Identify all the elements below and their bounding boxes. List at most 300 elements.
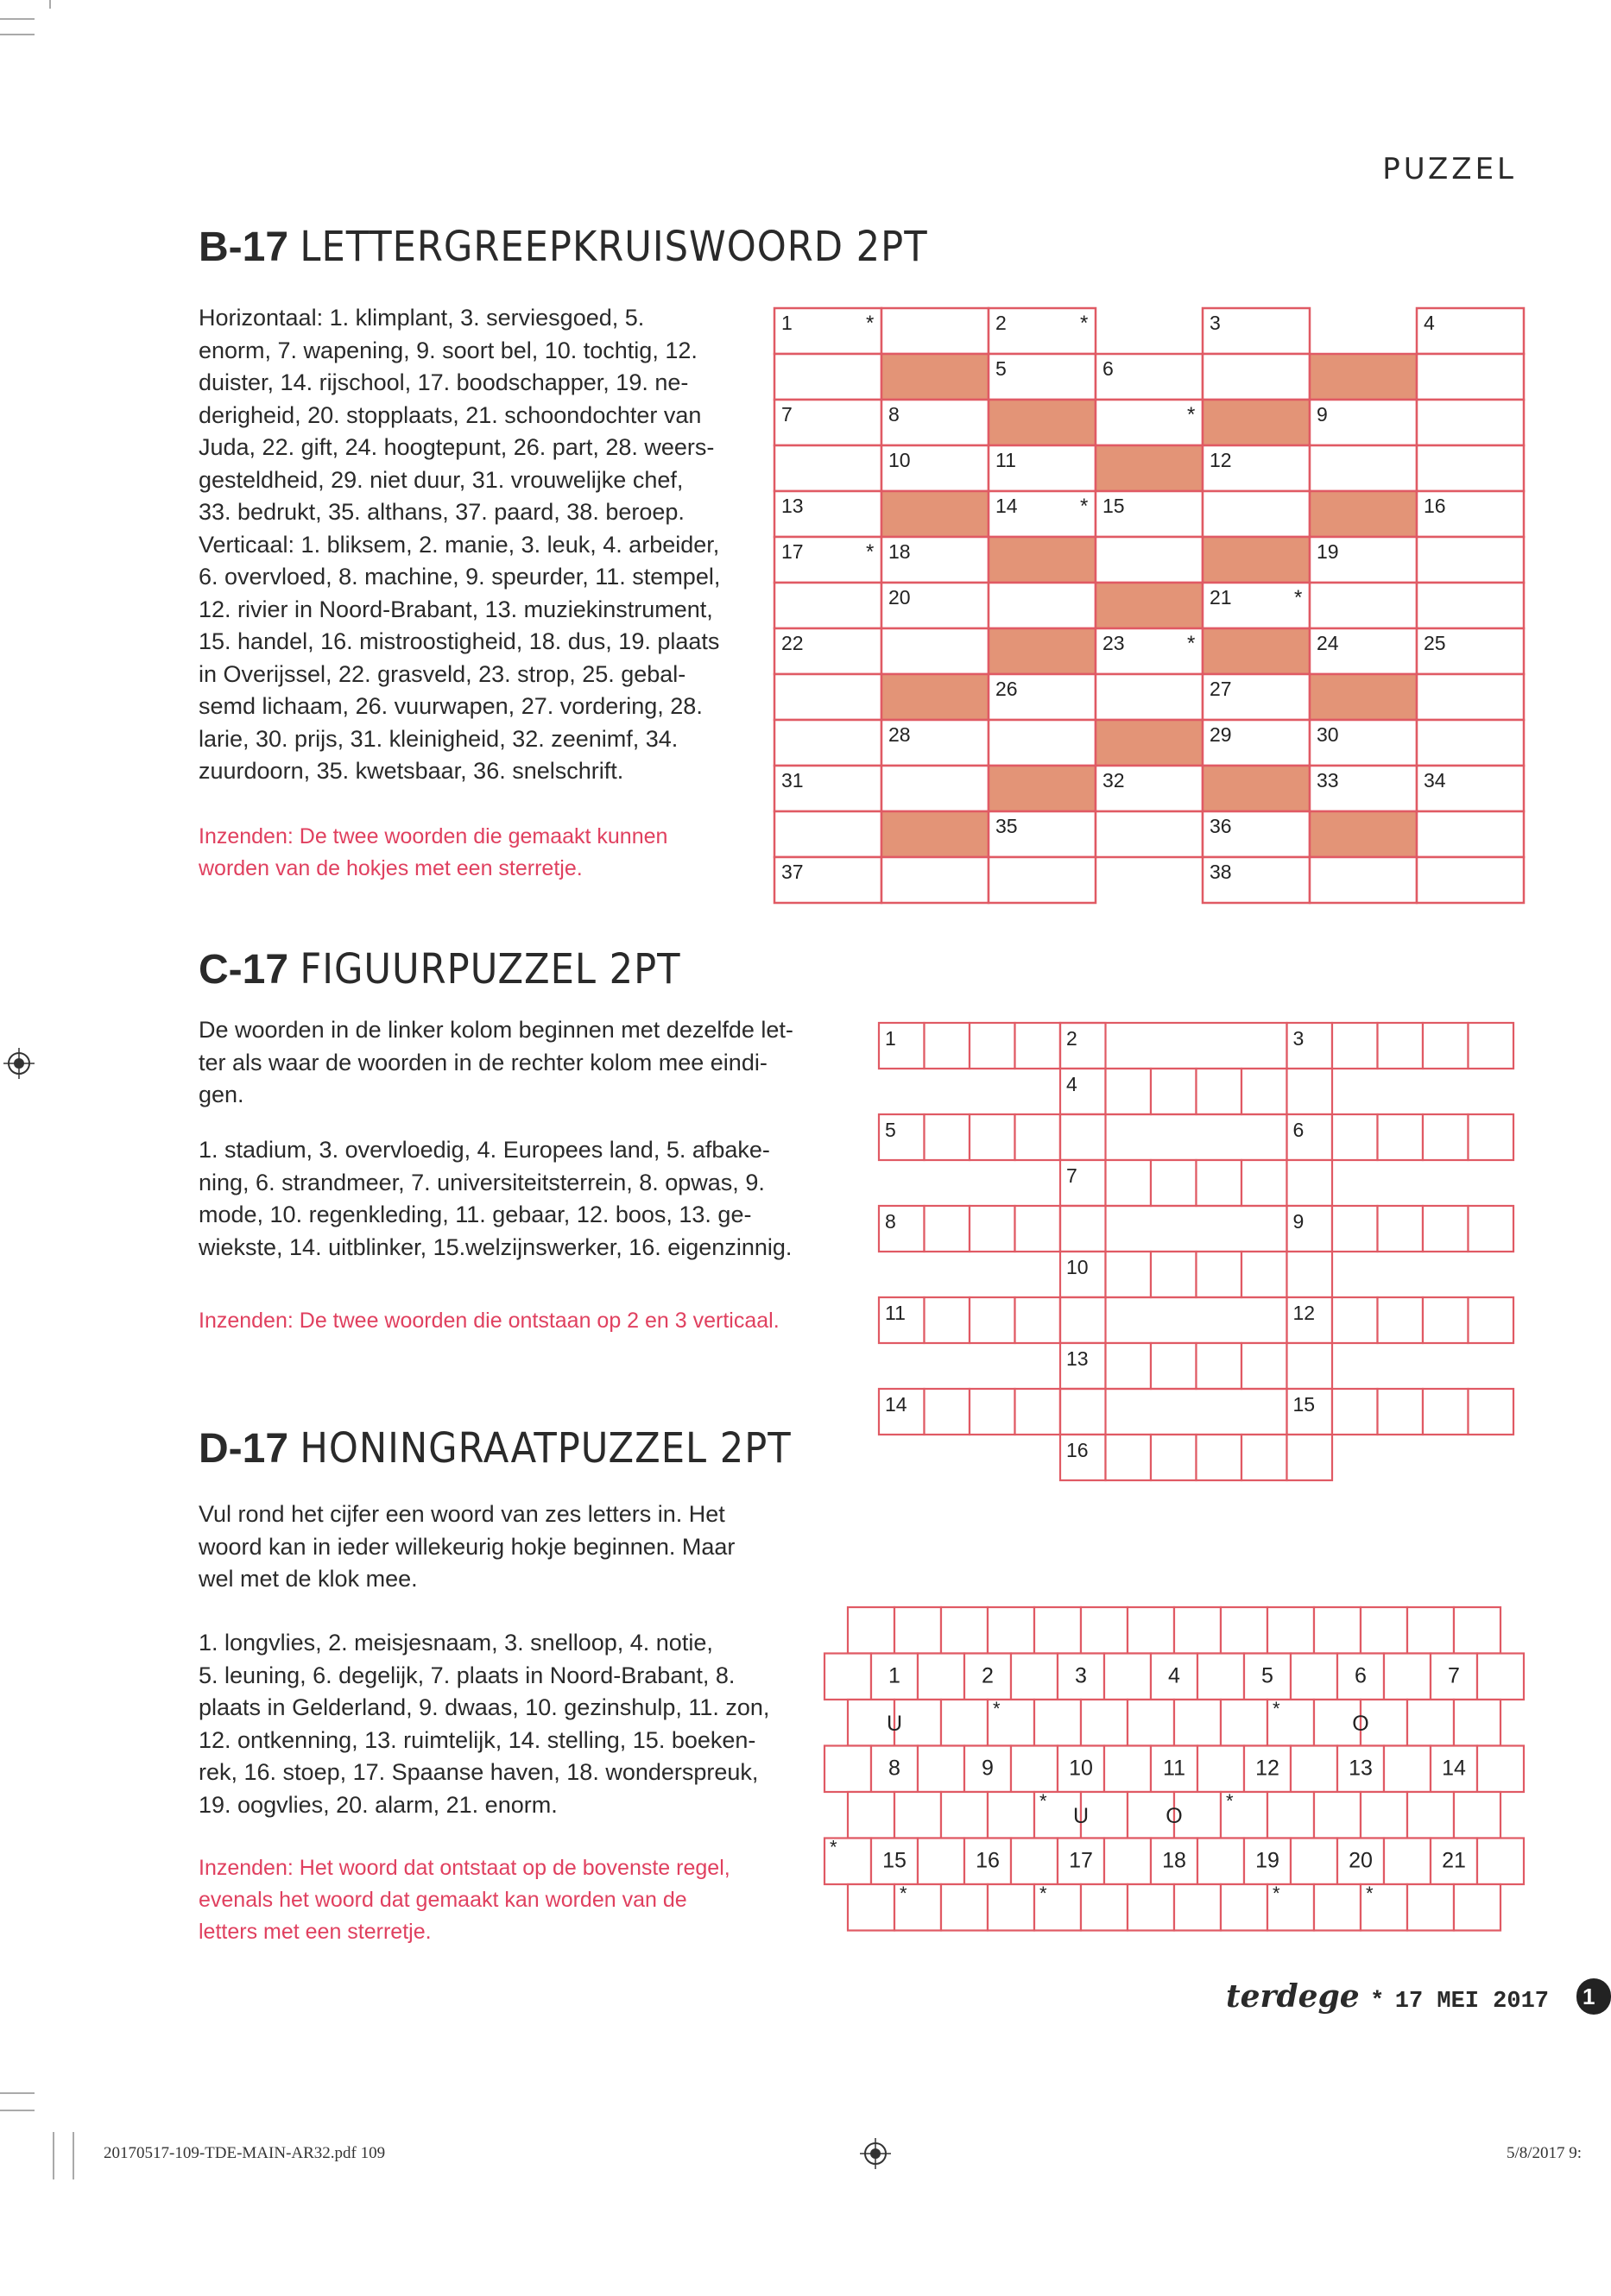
d17-title: HONINGRAATPUZZEL 2PT	[300, 1424, 792, 1473]
d17-cell	[1104, 1839, 1151, 1885]
c17-cell	[1469, 1389, 1514, 1435]
d17-given-letter: O	[1166, 1804, 1183, 1828]
d17-cell	[1197, 1839, 1244, 1885]
b17-cell-number: 12	[1210, 449, 1232, 471]
b17-cell	[1310, 491, 1417, 537]
d17-cell	[1034, 1700, 1081, 1746]
d17-clue-line: plaats in Gelderland, 9. dwaas, 10. gezinshulp, 11. zon,	[199, 1694, 770, 1720]
b17-cell-number: 28	[888, 723, 911, 746]
c17-cell-number: 8	[885, 1210, 896, 1233]
b17-cell	[1096, 583, 1203, 628]
d17-cell-number: 6	[1355, 1663, 1367, 1688]
b17-cell	[1310, 811, 1417, 857]
b17-cell-number: 21	[1210, 586, 1232, 609]
b17-cell-number: 19	[1317, 540, 1339, 563]
c17-cell	[1287, 1160, 1333, 1206]
c17-heading	[199, 945, 681, 993]
c17-cell	[1423, 1297, 1469, 1343]
b17-cell	[881, 308, 989, 354]
c17-cell	[970, 1206, 1015, 1252]
c17-cell-number: 4	[1066, 1073, 1077, 1095]
b17-cell-number: 6	[1102, 357, 1114, 380]
c17-cell-number: 5	[885, 1119, 896, 1141]
b17-cell	[1417, 857, 1524, 903]
b17-cell-number: 14	[995, 495, 1018, 517]
c17-cell-number: 12	[1292, 1302, 1316, 1324]
registration-mark-left	[3, 1048, 35, 1079]
c17-cell	[1197, 1160, 1242, 1206]
d17-cell-number: 20	[1349, 1848, 1373, 1873]
c17-cell-number: 16	[1066, 1439, 1089, 1461]
c17-submit-instructions: Inzenden: De twee woorden die ontstaan op 2 en 3 verticaal.	[199, 1309, 780, 1333]
d17-cell	[918, 1654, 964, 1700]
d17-star-marker: *	[993, 1698, 1001, 1719]
d17-star-marker: *	[1366, 1883, 1374, 1904]
b17-cell	[1417, 400, 1524, 445]
b17-cell-number: 10	[888, 449, 911, 471]
c17-cell	[1015, 1389, 1061, 1435]
print-date: 5/8/2017 9:	[1507, 2144, 1583, 2162]
b17-star-marker: *	[866, 312, 875, 335]
b17-clue-line: larie, 30. prijs, 31. kleinigheid, 32. zeenimf, 34.	[199, 725, 679, 752]
c17-cell	[925, 1023, 970, 1069]
c17-cell	[1106, 1160, 1152, 1206]
d17-cell-number: 14	[1442, 1756, 1466, 1781]
d17-cell	[1454, 1792, 1500, 1839]
b17-clue-line: enorm, 7. wapening, 9. soort bel, 10. tochtig, 12.	[199, 337, 698, 363]
b17-cell	[989, 537, 1096, 583]
d17-cell	[848, 1607, 894, 1654]
d17-submit-line: letters met een sterretje.	[199, 1920, 432, 1944]
c17-cell	[1378, 1023, 1424, 1069]
c17-clue-line: 1. stadium, 3. overvloedig, 4. Europees land, 5. afbake-	[199, 1137, 770, 1163]
d17-cell	[1314, 1792, 1361, 1839]
c17-cell	[925, 1297, 970, 1343]
d17-cell	[988, 1792, 1034, 1839]
b17-cell	[774, 674, 881, 720]
d17-cell	[1267, 1792, 1314, 1839]
b17-cell-number: 26	[995, 678, 1018, 700]
b17-cell-number: 36	[1210, 815, 1232, 837]
c17-cell	[1287, 1343, 1333, 1389]
b17-cell-number: 27	[1210, 678, 1232, 700]
d17-submit-line: Inzenden: Het woord dat ontstaat op de bovenste regel,	[199, 1856, 730, 1880]
d17-given-letter: U	[1072, 1804, 1090, 1828]
b17-cell	[1203, 354, 1310, 400]
b17-cell	[1310, 354, 1417, 400]
b17-cell	[1310, 674, 1417, 720]
d17-cell	[1011, 1839, 1058, 1885]
b17-cell	[1417, 445, 1524, 491]
b17-clue-line: 15. handel, 16. mistroostigheid, 18. dus, 19. plaats	[199, 628, 720, 654]
d17-cell	[848, 1884, 894, 1931]
d17-cell-number: 7	[1448, 1663, 1460, 1688]
b17-cell	[1203, 400, 1310, 445]
d17-cell	[1221, 1884, 1267, 1931]
c17-cell	[1332, 1297, 1378, 1343]
d17-cell	[1221, 1607, 1267, 1654]
b17-cell-number: 35	[995, 815, 1018, 837]
c17-cell	[1015, 1297, 1061, 1343]
b17-clue-line: zuurdoorn, 35. kwetsbaar, 36. snelschrift.	[199, 758, 624, 784]
d17-cell-number: 17	[1069, 1848, 1093, 1873]
d17-cell	[1407, 1792, 1454, 1839]
c17-cell	[1287, 1069, 1333, 1114]
d17-cell	[1221, 1700, 1267, 1746]
b17-star-marker: *	[1187, 403, 1196, 426]
file-info: 20170517-109-TDE-MAIN-AR32.pdf 109	[104, 2144, 386, 2162]
d17-cell	[894, 1792, 941, 1839]
b17-cell	[774, 354, 881, 400]
d17-cell	[1197, 1746, 1244, 1793]
d17-cell	[824, 1746, 871, 1793]
d17-code: D-17	[199, 1426, 289, 1472]
d17-cell	[1081, 1700, 1128, 1746]
d17-intro-line: woord kan in ieder willekeurig hokje beginnen. Maar	[199, 1533, 736, 1560]
b17-cell-number: 31	[781, 769, 804, 792]
d17-cell	[1034, 1607, 1081, 1654]
d17-cell	[918, 1746, 964, 1793]
b17-cell	[989, 583, 1096, 628]
b17-cell-number: 1	[781, 312, 793, 334]
d17-cell	[1081, 1607, 1128, 1654]
b17-cell-number: 2	[995, 312, 1007, 334]
c17-cell	[970, 1297, 1015, 1343]
c17-cell-number: 2	[1066, 1027, 1077, 1050]
b17-cell-number: 23	[1102, 632, 1125, 654]
b17-cell	[1203, 491, 1310, 537]
b17-cell	[881, 766, 989, 811]
b17-cell	[881, 354, 989, 400]
b17-cell-number: 25	[1424, 632, 1446, 654]
d17-cell	[1384, 1839, 1431, 1885]
d17-cell	[1291, 1839, 1337, 1885]
b17-cell	[1096, 445, 1203, 491]
d17-cell	[1361, 1792, 1407, 1839]
b17-clue-line: Horizontaal: 1. klimplant, 3. serviesgoed, 5.	[199, 305, 645, 331]
c17-cell	[1060, 1206, 1106, 1252]
b17-cell	[1417, 674, 1524, 720]
d17-cell-number: 10	[1069, 1756, 1093, 1781]
b17-cell	[1203, 766, 1310, 811]
d17-given-letter: O	[1352, 1712, 1369, 1736]
d17-cell	[824, 1654, 871, 1700]
c17-cell	[1287, 1252, 1333, 1297]
d17-cell	[1128, 1700, 1174, 1746]
d17-cell	[1174, 1700, 1221, 1746]
d17-cell-number: 5	[1261, 1663, 1273, 1688]
d17-cell-number: 3	[1075, 1663, 1087, 1688]
d17-cell	[1197, 1654, 1244, 1700]
d17-submit-instructions	[199, 1852, 803, 1948]
d17-star-marker: *	[900, 1883, 907, 1904]
b17-cell	[989, 720, 1096, 766]
b17-cell-number: 29	[1210, 723, 1232, 746]
d17-cell-number: 9	[982, 1756, 994, 1781]
b17-submit-line: worden van de hokjes met een sterretje.	[199, 856, 583, 880]
d17-clue-line: 1. longvlies, 2. meisjesnaam, 3. snelloop, 4. notie,	[199, 1630, 713, 1656]
issue-date: 17 MEI 2017	[1394, 1989, 1549, 2015]
d17-cell-number: 8	[888, 1756, 900, 1781]
c17-cell-number: 13	[1066, 1347, 1089, 1370]
c17-code: C-17	[199, 947, 289, 993]
d17-cell	[941, 1607, 988, 1654]
c17-cell	[1241, 1069, 1287, 1114]
b17-cell	[881, 491, 989, 537]
b17-cell	[1096, 537, 1203, 583]
c17-cell-number: 7	[1066, 1164, 1077, 1187]
c17-cell-number: 14	[885, 1393, 907, 1416]
c17-cell	[1423, 1389, 1469, 1435]
b17-cell-number: 22	[781, 632, 804, 654]
d17-cell	[1081, 1884, 1128, 1931]
d17-cell	[1267, 1607, 1314, 1654]
d17-clue-line: 12. ontkenning, 13. ruimtelijk, 14. stelling, 15. boeken-	[199, 1726, 756, 1753]
b17-cell	[881, 857, 989, 903]
d17-cell	[1128, 1884, 1174, 1931]
d17-clues	[199, 1627, 786, 1821]
d17-cell-number: 16	[976, 1848, 1000, 1873]
d17-cell	[1454, 1884, 1500, 1931]
d17-cell	[1407, 1884, 1454, 1931]
d17-cell-number: 12	[1255, 1756, 1279, 1781]
b17-clue-line: semd lichaam, 26. vuurwapen, 27. vordering, 28.	[199, 693, 703, 719]
c17-clues	[199, 1134, 820, 1264]
b17-star-marker: *	[1080, 312, 1089, 335]
c17-clue-line: ning, 6. strandmeer, 7. universiteitsterrein, 8. opwas, 9.	[199, 1169, 765, 1195]
c17-cell	[1332, 1206, 1378, 1252]
b17-cell	[1310, 583, 1417, 628]
star-separator: *	[1370, 1989, 1385, 2015]
c17-intro	[199, 1014, 820, 1112]
d17-cell-number: 1	[888, 1663, 900, 1688]
b17-cell	[1310, 857, 1417, 903]
b17-clue-line: in Overijssel, 22. grasveld, 23. strop, 25. gebal-	[199, 660, 686, 687]
c17-cell	[1106, 1252, 1152, 1297]
d17-star-marker: *	[1226, 1790, 1234, 1812]
d17-cell	[941, 1884, 988, 1931]
b17-cell	[1096, 811, 1203, 857]
b17-cell	[881, 811, 989, 857]
b17-cell	[1417, 811, 1524, 857]
c17-cell	[1469, 1297, 1514, 1343]
d17-intro-line: Vul rond het cijfer een woord van zes letters in. Het	[199, 1501, 725, 1527]
c17-cell	[1469, 1023, 1514, 1069]
d17-cell	[988, 1884, 1034, 1931]
c17-cell	[1378, 1114, 1424, 1160]
c17-cell	[1151, 1435, 1197, 1480]
d17-star-marker: *	[1039, 1790, 1047, 1812]
d17-star-marker: *	[1273, 1698, 1280, 1719]
c17-figure-grid	[872, 1019, 1537, 1485]
b17-clue-line: derigheid, 20. stopplaats, 21. schoondochter van	[199, 401, 702, 428]
c17-cell	[1151, 1069, 1197, 1114]
b17-cell	[774, 445, 881, 491]
b17-star-marker: *	[866, 540, 875, 564]
b17-cell-number: 24	[1317, 632, 1339, 654]
b17-cell-number: 38	[1210, 861, 1232, 883]
b17-cell	[774, 720, 881, 766]
b17-star-marker: *	[1187, 632, 1196, 655]
d17-cell-number: 21	[1442, 1848, 1466, 1873]
d17-cell	[1314, 1607, 1361, 1654]
section-label: PUZZEL	[1382, 152, 1517, 186]
c17-cell	[925, 1114, 970, 1160]
b17-cell	[881, 674, 989, 720]
d17-heading	[199, 1424, 792, 1473]
b17-cell	[1203, 537, 1310, 583]
c17-cell	[1015, 1114, 1061, 1160]
b17-cell-number: 8	[888, 403, 900, 426]
d17-cell	[941, 1700, 988, 1746]
b17-cell-number: 17	[781, 540, 804, 563]
d17-cell	[988, 1607, 1034, 1654]
c17-cell-number: 15	[1292, 1393, 1316, 1416]
d17-intro-line: wel met de klok mee.	[199, 1566, 418, 1592]
c17-cell-number: 9	[1292, 1210, 1305, 1233]
b17-clue-line: 12. rivier in Noord-Brabant, 13. muziekinstrument,	[199, 596, 713, 622]
d17-cell	[1384, 1654, 1431, 1700]
d17-cell	[1477, 1839, 1524, 1885]
c17-cell	[925, 1389, 970, 1435]
b17-star-marker: *	[1080, 495, 1089, 518]
b17-cell-number: 9	[1317, 403, 1328, 426]
b17-cell-number: 37	[781, 861, 804, 883]
b17-submit-line: Inzenden: De twee woorden die gemaakt kunnen	[199, 824, 668, 848]
c17-cell	[1287, 1435, 1333, 1480]
d17-cell	[1454, 1607, 1500, 1654]
b17-clue-line: duister, 14. rijschool, 17. boodschapper, 19. ne-	[199, 369, 689, 395]
d17-honeycomb-grid	[812, 1605, 1537, 1951]
d17-cell-number: 2	[982, 1663, 994, 1688]
d17-cell-number: 11	[1163, 1756, 1185, 1781]
page-number: 1	[1583, 1984, 1595, 2009]
d17-cell	[1011, 1746, 1058, 1793]
d17-submit-line: evenals het woord dat gemaakt kan worden van de	[199, 1888, 687, 1912]
c17-cell	[1197, 1343, 1242, 1389]
b17-cell	[989, 857, 1096, 903]
b17-cell-number: 18	[888, 540, 911, 563]
d17-cell	[1477, 1746, 1524, 1793]
c17-cell	[1423, 1114, 1469, 1160]
c17-cell	[1241, 1343, 1287, 1389]
c17-cell	[1015, 1023, 1061, 1069]
b17-cell-number: 11	[995, 449, 1016, 471]
c17-cell	[1332, 1023, 1378, 1069]
d17-cell-number: 13	[1349, 1756, 1373, 1781]
c17-cell	[1332, 1114, 1378, 1160]
c17-cell	[1423, 1206, 1469, 1252]
c17-cell	[1197, 1069, 1242, 1114]
b17-cell-number: 15	[1102, 495, 1125, 517]
c17-cell-number: 10	[1066, 1256, 1089, 1278]
d17-star-marker: *	[1039, 1883, 1047, 1904]
d17-cell	[1104, 1654, 1151, 1700]
c17-clue-line: wiekste, 14. uitblinker, 15.welzijnswerker, 16. eigenzinnig.	[199, 1233, 793, 1260]
d17-cell-number: 15	[882, 1848, 907, 1873]
d17-clue-line: rek, 16. stoep, 17. Spaanse haven, 18. wonderspreuk,	[199, 1759, 759, 1785]
d17-cell	[1407, 1607, 1454, 1654]
b17-cell	[774, 811, 881, 857]
d17-cell	[1454, 1700, 1500, 1746]
b17-clue-line: Verticaal: 1. bliksem, 2. manie, 3. leuk, 4. arbeider,	[199, 531, 720, 558]
b17-clues	[199, 302, 751, 788]
brand-logo: terdege	[1226, 1978, 1360, 2015]
b17-cell	[1096, 674, 1203, 720]
d17-star-marker: *	[830, 1836, 837, 1858]
b17-clue-line: 6. overvloed, 8. machine, 9. speurder, 11. stempel,	[199, 564, 721, 590]
b17-cell-number: 34	[1424, 769, 1446, 792]
c17-cell	[1332, 1389, 1378, 1435]
d17-cell	[1477, 1654, 1524, 1700]
c17-cell-number: 1	[885, 1027, 896, 1050]
b17-cell-number: 32	[1102, 769, 1125, 792]
c17-cell	[1106, 1435, 1152, 1480]
b17-clue-line: 33. bedrukt, 35. althans, 37. paard, 38. beroep.	[199, 499, 685, 525]
d17-intro	[199, 1498, 768, 1596]
b17-crossword-grid	[773, 306, 1526, 906]
b17-code: B-17	[199, 224, 289, 270]
c17-cell	[1106, 1069, 1152, 1114]
b17-cell-number: 30	[1317, 723, 1339, 746]
c17-cell	[925, 1206, 970, 1252]
d17-cell	[1314, 1884, 1361, 1931]
d17-cell	[848, 1792, 894, 1839]
d17-cell	[918, 1839, 964, 1885]
c17-cell	[1151, 1343, 1197, 1389]
b17-cell	[774, 583, 881, 628]
d17-star-marker: *	[1273, 1883, 1280, 1904]
c17-cell	[1378, 1297, 1424, 1343]
c17-cell	[1106, 1343, 1152, 1389]
d17-cell	[1384, 1746, 1431, 1793]
b17-cell-number: 33	[1317, 769, 1339, 792]
b17-cell-number: 13	[781, 495, 804, 517]
b17-clue-line: gesteldheid, 29. niet duur, 31. vrouwelijke chef,	[199, 466, 684, 493]
c17-cell	[1241, 1435, 1287, 1480]
b17-cell-number: 4	[1424, 312, 1435, 334]
b17-cell	[1203, 628, 1310, 674]
c17-cell-number: 6	[1292, 1119, 1305, 1141]
c17-cell	[1241, 1160, 1287, 1206]
b17-cell-number: 20	[888, 586, 911, 609]
b17-cell-number: 7	[781, 403, 793, 426]
b17-cell	[989, 400, 1096, 445]
b17-clue-line: Juda, 22. gift, 24. hoogtepunt, 26. part, 28. weers-	[199, 434, 715, 460]
c17-cell	[1378, 1206, 1424, 1252]
page-number-tab	[1576, 1978, 1611, 2015]
c17-cell	[1151, 1252, 1197, 1297]
b17-cell	[989, 766, 1096, 811]
d17-cell	[894, 1607, 941, 1654]
b17-heading	[199, 223, 928, 271]
b17-cell	[1417, 720, 1524, 766]
d17-clue-line: 19. oogvlies, 20. alarm, 21. enorm.	[199, 1791, 558, 1818]
d17-cell	[1361, 1607, 1407, 1654]
c17-cell	[1060, 1297, 1106, 1343]
registration-mark-bottom	[860, 2138, 891, 2169]
b17-cell	[1417, 537, 1524, 583]
b17-cell	[989, 628, 1096, 674]
d17-cell	[1011, 1654, 1058, 1700]
d17-cell	[1407, 1700, 1454, 1746]
c17-clue-line: mode, 10. regenkleding, 11. gebaar, 12. boos, 13. ge-	[199, 1202, 752, 1227]
c17-cell	[970, 1114, 1015, 1160]
c17-cell-number: 3	[1292, 1027, 1305, 1050]
b17-cell-number: 3	[1210, 312, 1221, 334]
d17-cell	[1174, 1607, 1221, 1654]
c17-cell	[970, 1023, 1015, 1069]
